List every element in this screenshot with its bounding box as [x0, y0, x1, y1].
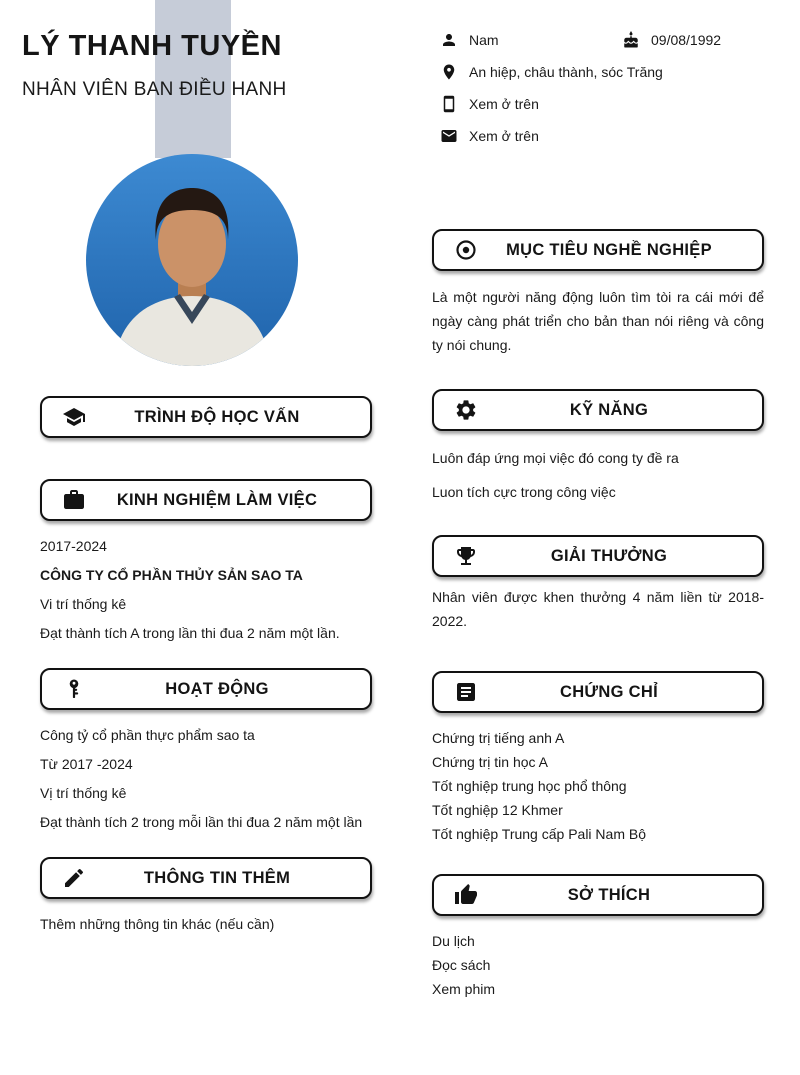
text-line: Chứng trị tin học A [432, 754, 548, 770]
section-body [432, 431, 764, 502]
section-education-header [40, 396, 372, 438]
section-hobbies [432, 874, 764, 999]
section-body [40, 899, 372, 934]
section-title: SỞ THÍCH [567, 885, 651, 904]
text-line: Tốt nghiệp 12 Khmer [432, 802, 563, 818]
profile-photo [86, 154, 298, 366]
gear-icon [454, 398, 478, 422]
text-line: Xem phim [432, 981, 496, 997]
contact-item-gender [440, 30, 622, 49]
section-title: KINH NGHIỆM LÀM VIỆC [116, 490, 318, 509]
section-body [40, 521, 372, 643]
contact-item-address [440, 62, 663, 81]
section-title: MỤC TIÊU NGHỀ NGHIỆP [506, 240, 712, 259]
text-line: Đạt thành tích 2 trong mỗi lần thi đua 2 năm một lần [40, 814, 363, 830]
section-certificates [432, 671, 764, 844]
contact-item-email [440, 126, 539, 145]
left-column [40, 396, 372, 944]
section-body [432, 577, 764, 633]
contact-info [440, 30, 784, 145]
trophy-icon [454, 544, 478, 568]
paragraph: Là một người năng động luôn tìm tòi ra cái mới để ngày càng phát triển cho bản than nói riêng và công ty nói chung. [432, 289, 764, 353]
cake-icon [622, 31, 640, 49]
profile-photo-image [86, 154, 298, 366]
section-title: HOẠT ĐỘNG [165, 679, 269, 698]
section-body [432, 916, 764, 999]
target-icon [454, 238, 478, 262]
contact-item-phone [440, 94, 539, 113]
text-line: 2017-2024 [40, 538, 107, 554]
section-hobbies-header [432, 874, 764, 916]
header [22, 30, 412, 101]
section-body [432, 271, 764, 357]
text-line: Thêm những thông tin khác (nếu cần) [40, 916, 275, 932]
text-line: CÔNG TY CỔ PHẦN THỦY SẢN SAO TA [40, 567, 303, 583]
contact-text: 09/08/1992 [651, 31, 722, 48]
section-title: KỸ NĂNG [569, 400, 649, 419]
text-line: Chứng trị tiếng anh A [432, 730, 565, 746]
section-objective [432, 229, 764, 357]
text-line: Đọc sách [432, 957, 491, 973]
text-line: Công tỷ cổ phần thực phẩm sao ta [40, 727, 255, 743]
section-activities [40, 668, 372, 832]
contact-text: Nam [469, 31, 499, 48]
email-icon [440, 127, 458, 145]
candidate-job-title: NHÂN VIÊN BAN ĐIỀU HANH [22, 79, 287, 100]
right-column [432, 229, 764, 1004]
person-icon [440, 31, 458, 49]
section-extra-info-header [40, 857, 372, 899]
section-title: CHỨNG CHỈ [560, 682, 658, 701]
section-body [432, 713, 764, 844]
section-certificates-header [432, 671, 764, 713]
phone-icon [440, 95, 458, 113]
location-icon [440, 63, 458, 81]
contact-text: Xem ở trên [469, 95, 539, 112]
section-activities-header [40, 668, 372, 710]
section-skills-header [432, 389, 764, 431]
section-awards-header [432, 535, 764, 577]
section-experience-header [40, 479, 372, 521]
pencil-icon [62, 866, 86, 890]
contact-row [440, 126, 784, 145]
text-line: Tốt nghiệp trung học phổ thông [432, 778, 627, 794]
briefcase-icon [62, 488, 86, 512]
text-line: Tốt nghiệp Trung cấp Pali Nam Bộ [432, 826, 647, 842]
section-education [40, 396, 372, 438]
section-objective-header [432, 229, 764, 271]
contact-row [440, 94, 784, 113]
certificate-icon [454, 680, 478, 704]
section-title: THÔNG TIN THÊM [143, 868, 291, 887]
section-title: GIẢI THƯỞNG [550, 546, 668, 565]
text-line: Luôn đáp ứng mọi việc đó cong ty đề ra [432, 450, 679, 466]
contact-text: An hiệp, châu thành, sóc Trăng [469, 63, 663, 80]
section-title: TRÌNH ĐỘ HỌC VẤN [134, 407, 300, 426]
text-line: Vị trí thống kê [40, 785, 127, 801]
text-line: Vi trí thống kê [40, 596, 127, 612]
section-body [40, 710, 372, 832]
text-line: Từ 2017 -2024 [40, 756, 133, 772]
graduation-cap-icon [62, 405, 86, 429]
contact-row [440, 30, 784, 49]
section-skills [432, 389, 764, 502]
text-line: Du lịch [432, 933, 475, 949]
key-icon [62, 677, 86, 701]
contact-row [440, 62, 784, 81]
candidate-name: LÝ THANH TUYỀN [22, 30, 282, 62]
thumbs-up-icon [454, 883, 478, 907]
paragraph: Nhân viên được khen thưởng 4 năm liền từ 2018-2022. [432, 589, 764, 629]
section-experience [40, 479, 372, 643]
contact-text: Xem ở trên [469, 127, 539, 144]
contact-item-birthday [622, 30, 721, 49]
text-line: Đạt thành tích A trong lần thi đua 2 năm một lần. [40, 625, 340, 641]
text-line: Luon tích cực trong công việc [432, 484, 616, 500]
section-awards [432, 535, 764, 633]
section-extra-info [40, 857, 372, 934]
